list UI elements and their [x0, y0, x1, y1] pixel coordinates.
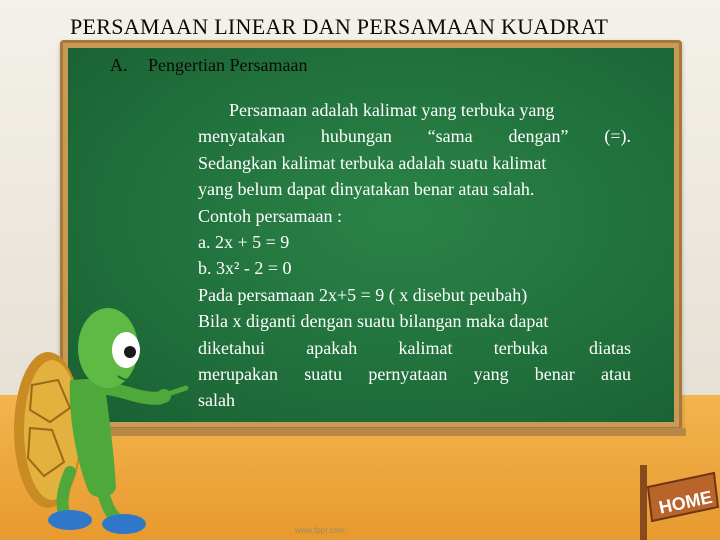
definition-text — [198, 97, 631, 414]
section-title: Pengertian Persamaan — [148, 55, 308, 75]
body-line: a. 2x + 5 = 9 — [198, 232, 290, 253]
section-heading — [110, 55, 307, 76]
body-line: salah — [198, 390, 235, 411]
section-number: A. — [110, 55, 128, 75]
turtle-mascot-icon — [0, 290, 210, 540]
home-sign-label: HOME — [657, 486, 715, 518]
body-line: b. 3x² - 2 = 0 — [198, 258, 292, 279]
body-line: Pada persamaan 2x+5 = 9 ( x disebut peubah) — [198, 284, 528, 305]
body-line: Contoh persamaan : — [198, 205, 342, 226]
home-sign-icon[interactable] — [632, 455, 720, 540]
body-line: menyatakan hubungan “sama dengan” (=). — [198, 126, 631, 147]
body-line: Bila x diganti dengan suatu bilangan maka dapat — [198, 311, 549, 332]
body-line: diketahui apakah kalimat terbuka diatas — [198, 337, 631, 358]
slide-title: PERSAMAAN LINEAR DAN PERSAMAAN KUADRAT — [70, 14, 609, 39]
body-line: merupakan suatu pernyataan yang benar atau — [198, 364, 631, 385]
watermark: www.fppt.com — [295, 526, 345, 535]
body-line: Sedangkan kalimat terbuka adalah suatu kalimat — [198, 152, 547, 173]
body-line: Persamaan adalah kalimat yang terbuka yang — [229, 100, 555, 120]
body-line: yang belum dapat dinyatakan benar atau salah. — [198, 179, 535, 200]
